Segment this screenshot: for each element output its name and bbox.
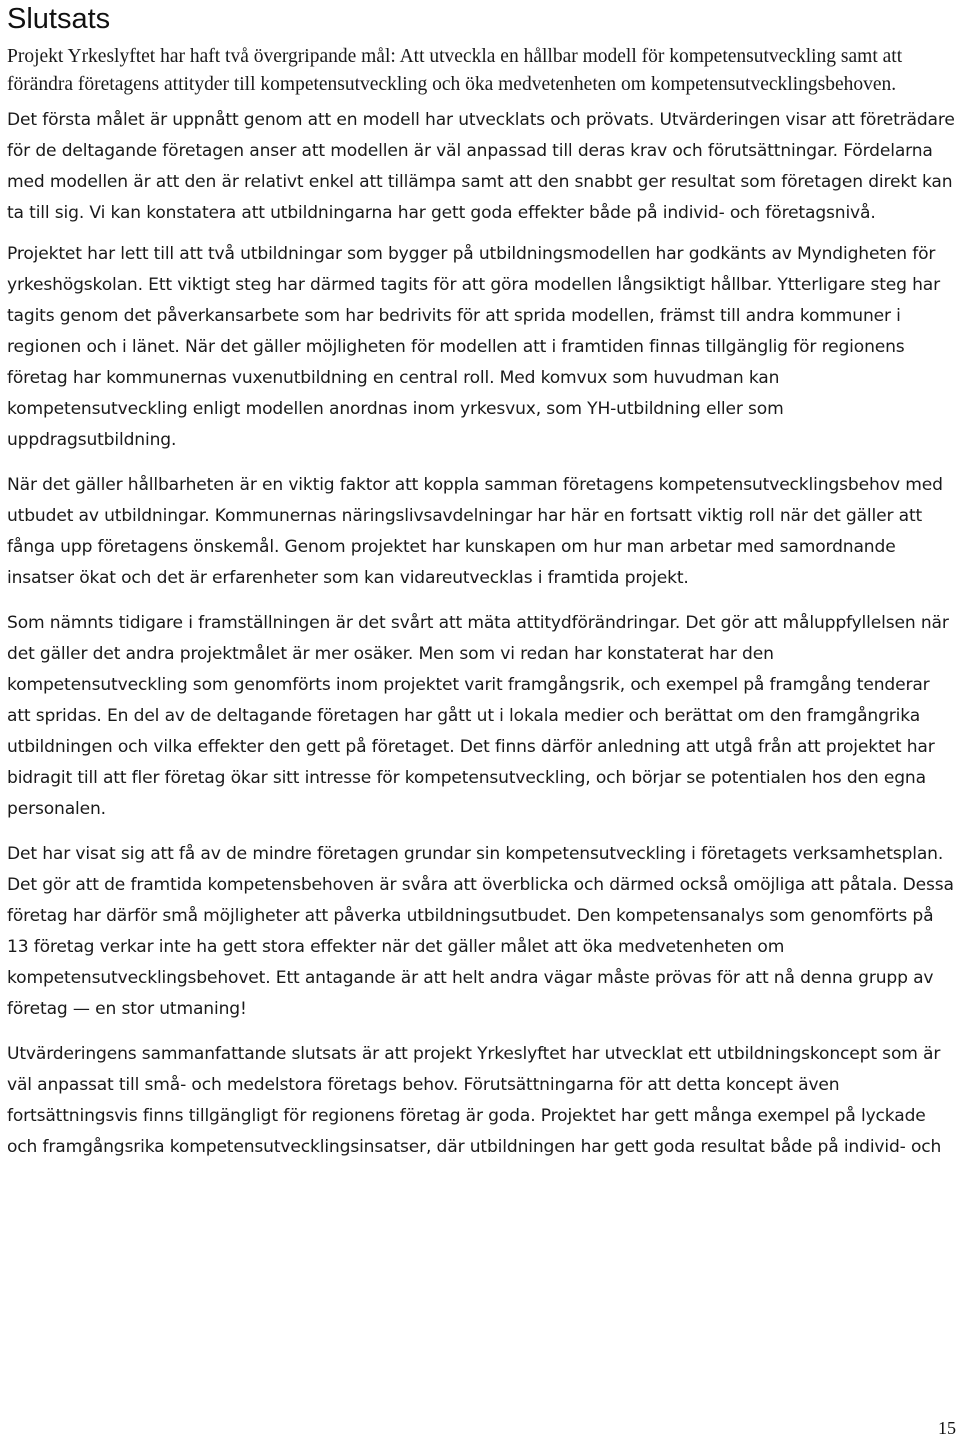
body-paragraph: Det första målet är uppnått genom att en modell har utvecklats och prövats. Utvärderingen visar att företrädare för de deltagande företagen anser att modellen är väl anpassad till deras krav och förutsättningar. Fördelarna med modellen är att den är relativt enkel att tillämpa samt att den snabbt ger resultat som företagen direkt kan ta till sig. Vi kan konstatera att utbildningarna har gett goda effekter både på individ- och företagsnivå.: [7, 110, 955, 223]
body-paragraph: Utvärderingens sammanfattande slutsats är att projekt Yrkeslyftet har utvecklat ett utbildningskoncept som är väl anpassat till små- och medelstora företags behov. Förutsättningarna för att detta koncept även fortsättningsvis finns tillgängligt för regionens företag är goda. Projektet har gett många exempel på lyckade och framgångsrika kompetensutvecklingsinsatser, där utbildningen har gett goda resultat både på individ- och: [7, 1044, 942, 1157]
body-paragraph: Det har visat sig att få av de mindre företagen grundar sin kompetensutveckling i företagets verksamhetsplan. Det gör att de framtida kompetensbehoven är svåra att överblicka och därmed också omöjliga att påtala. Dessa företag har därför små möjligheter att påverka utbildningsutbudet. Den kompetensanalys som genomförts på 13 företag verkar inte ha gett stora effekter när det gäller målet att öka medvetenheten om kompetensutvecklingsbehovet. Ett antagande är att helt andra vägar måste prövas för att nå denna grupp av företag — en stor utmaning!: [7, 844, 954, 1019]
body-paragraph: Projektet har lett till att två utbildningar som bygger på utbildningsmodellen har godkänts av Myndigheten för yrkeshögskolan. Ett viktigt steg har därmed tagits för att göra modellen långsiktigt hållbar. Ytterligare steg har tagits genom det påverkansarbete som har bedrivits för att sprida modellen, främst till andra kommuner i regionen och i länet. När det gäller möjligheten för modellen att i framtiden finnas tillgänglig för regionens företag har kommunernas vuxenutbildning en central roll. Med komvux som huvudman kan kompetensutveckling enligt modellen anordnas inom yrkesvux, som YH-utbildning eller som uppdragsutbildning.: [7, 244, 940, 450]
page-number: 15: [938, 1418, 956, 1438]
body-paragraph: När det gäller hållbarheten är en viktig faktor att koppla samman företagens kompetensutvecklingsbehov med utbudet av utbildningar. Kommunernas näringslivsavdelningar har här en fortsatt viktig roll när det gäller att fånga upp företagens önskemål. Genom projektet har kunskapen om hur man arbetar med samordnande insatser ökat och det är erfarenheter som kan vidareutvecklas i framtida projekt.: [7, 475, 943, 588]
document-page: [7, 0, 955, 1163]
intro-paragraph: Projekt Yrkeslyftet har haft två övergripande mål: Att utveckla en hållbar modell för kompetensutveckling samt att förändra företagens attityder till kompetensutveckling och öka medvetenheten om kompetensutvecklingsbehoven.: [7, 46, 903, 95]
body-paragraph: Som nämnts tidigare i framställningen är det svårt att mäta attitydförändringar. Det gör att måluppfyllelsen när det gäller det andra projektmålet är mer osäker. Men som vi redan har konstaterat har den kompetensutveckling som genomförts inom projektet varit framgångsrik, och exempel på framgång tenderar att spridas. En del av de deltagande företagen har gått ut i lokala medier och berättat om den framgångrika utbildningen och vilka effekter den gett på företaget. Det finns därför anledning att utgå från att projektet har bidragit till att fler företag ökar sitt intresse för kompetensutveckling, och börjar se potentialen hos den egna personalen.: [7, 613, 949, 819]
section-heading: Slutsats: [7, 3, 111, 35]
